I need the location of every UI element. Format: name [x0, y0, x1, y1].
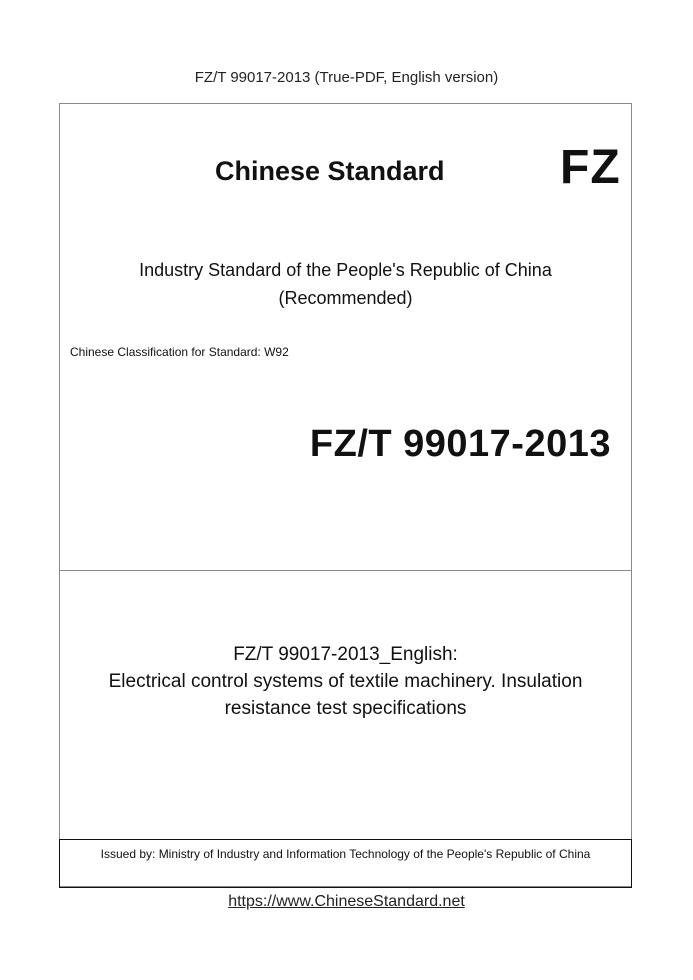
issuer-box — [59, 839, 632, 888]
industry-standard-label — [60, 256, 631, 312]
classification-label: Chinese Classification for Standard: W92 — [70, 345, 289, 359]
page-header-title: FZ/T 99017-2013 (True-PDF, English version) — [194, 69, 499, 86]
document-title-line-1: FZ/T 99017-2013_English: — [233, 644, 458, 665]
issuer-text: Issued by: Ministry of Industry and Information Technology of the People's Republic of China — [100, 847, 591, 861]
cover-frame — [59, 103, 632, 887]
standard-code-mark: FZ — [560, 141, 621, 194]
website-link[interactable]: https://www.ChineseStandard.net — [228, 893, 465, 910]
document-title — [60, 641, 631, 722]
cover-heading: Chinese Standard — [215, 156, 445, 186]
cover-top-section — [60, 104, 631, 571]
document-title-line-2: Electrical control systems of textile machinery. Insulation — [108, 671, 583, 692]
industry-line-1: Industry Standard of the People's Republic of China — [139, 260, 552, 280]
standard-number: FZ/T 99017-2013 — [309, 423, 611, 465]
document-title-line-3: resistance test specifications — [224, 698, 467, 719]
industry-line-2: (Recommended) — [278, 288, 413, 308]
document-title-section — [60, 571, 631, 839]
